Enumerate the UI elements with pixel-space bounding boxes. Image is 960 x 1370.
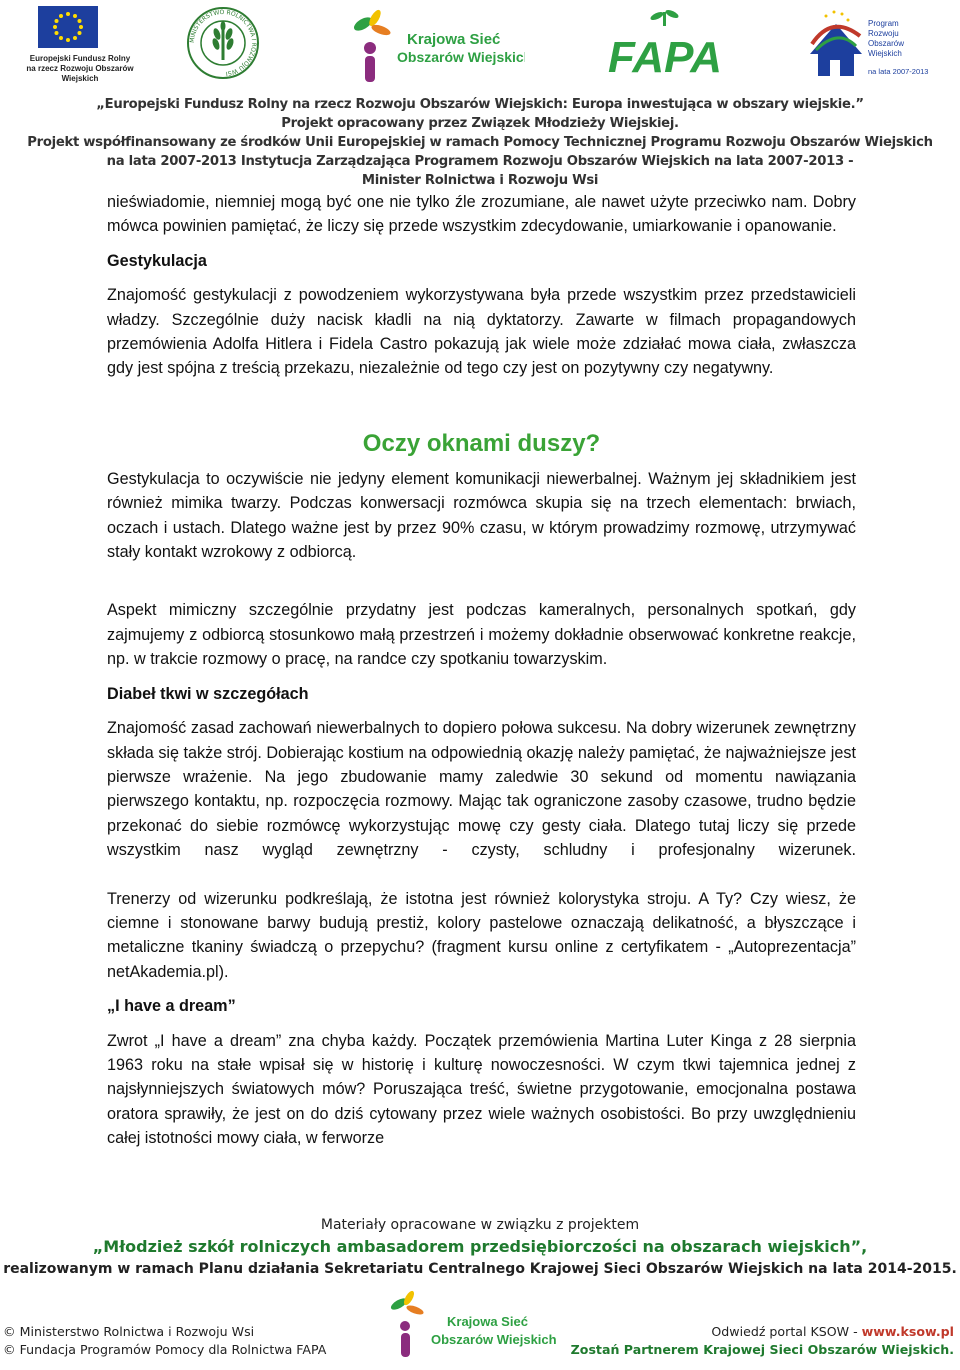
footer-portal-line1 — [571, 1323, 954, 1341]
footer-partner-line: Zostań Partnerem Krajowej Sieci Obszarów Wiejskich. — [570, 1342, 954, 1357]
footer-line1: Materiały opracowane w związku z projektem — [320, 1217, 640, 1233]
ksow-logo-line2: Obszarów Wiejskich — [397, 49, 525, 65]
footer-ksow-line2: Obszarów Wiejskich — [431, 1332, 557, 1347]
prow-line5: na lata 2007-2013 — [868, 67, 929, 76]
heading-diabel-tkwi: Diabeł tkwi w szczegółach — [107, 684, 309, 703]
fapa-sprout-icon — [649, 8, 679, 26]
header-line3: Projekt współfinansowany ze środków Unii Europejskiej w ramach Pomocy Technicznej Programu Rozwoju Obszarów Wiejskich — [27, 135, 933, 150]
logo-strip — [0, 0, 960, 92]
ksow-website-link[interactable]: www.ksow.pl — [861, 1324, 954, 1339]
ministry-ring-text: MINISTERSTWO ROLNICTWA I ROZWOJU WSI — [188, 8, 258, 77]
eu-flag-icon — [38, 6, 98, 48]
paragraph-2: Znajomość gestykulacji z powodzeniem wykorzystywana była przede wszystkim przez przedstawicieli władzy. Szczególnie duży nacisk kładli na nią dyktatorzy. Zawarte w filmach propagandowych przemówienia Adolfa Hitlera i Fidela Castro pokazują jak wiele może zdziałać mowa ciała, zwłaszcza gdy jest spójna z treścią przekazu, niezależnie od tego czy jest on pozytywny czy negatywny. — [107, 286, 856, 378]
eu-logo-caption-line2: na rzecz Rozwoju Obszarów Wiejskich — [26, 64, 134, 83]
header-line2: Projekt opracowany przez Związek Młodzieży Wiejskiej. — [281, 116, 679, 131]
fapa-logo — [595, 6, 735, 82]
footer-copyright-line2: © Fundacja Programów Pomocy dla Rolnictwa FAPA — [3, 1342, 327, 1357]
eu-logo-caption-line1: Europejski Fundusz Rolny — [29, 54, 131, 63]
paragraph-3: Gestykulacja to oczywiście nie jedyny element komunikacji niewerbalnej. Ważnym jej składnikiem jest również mimika twarzy. Podczas konwersacji rozmówca skupia się na trzech elementach: brwiach, oczach i ustach. Dlatego ważne jest by przez 90% czasu, w którym prowadzimy rozmowę, utrzymywać stały kontakt wzrokowy z odbiorcą. — [107, 469, 856, 562]
footer-ksow-figure-icon — [389, 1290, 424, 1357]
ksow-logo — [345, 4, 525, 86]
heading-i-have-a-dream: „I have a dream” — [107, 997, 236, 1016]
header-line5: Minister Rolnictwa i Rozwoju Wsi — [361, 173, 599, 188]
paragraph-1: nieświadomie, niemniej mogą być one nie tylko źle zrozumiane, ale nawet użyte przeciwko nam. Dobry mówca powinien pamiętać, że liczy się przede wszystkim zdecydowanie, umiarkowanie i opanowanie. — [107, 193, 856, 236]
footer-copyright-line1: © Ministerstwo Rolnictwa i Rozwoju Wsi — [3, 1324, 255, 1339]
header-line1: „Europejski Fundusz Rolny na rzecz Rozwoju Obszarów Wiejskich: Europa inwestująca w obszary wiejskie.” — [96, 97, 864, 112]
prow-logo — [806, 4, 956, 84]
footer-ksow-logo — [383, 1290, 583, 1362]
prow-line2: Rozwoju — [868, 29, 899, 38]
document-body — [107, 190, 856, 1151]
footer-line2: „Młodzież szkół rolniczych ambasadorem przedsiębiorczości na obszarach wiejskich”, — [92, 1237, 868, 1256]
paragraph-4: Aspekt mimiczny szczególnie przydatny jest podczas kameralnych, personalnych spotkań, gdy zajmujemy z odbiorcą stosunkowo małą przestrzeń i możemy dokładnie obserwować konkretne reakcje, np. w trakcie rozmowy o pracę, na randce czy spotkaniu towarzyskim. — [107, 601, 856, 669]
footer-ksow-line1: Krajowa Sieć — [447, 1314, 528, 1329]
prow-line1: Program — [868, 19, 899, 28]
prow-line4: Wiejskich — [868, 49, 902, 58]
ksow-figure-icon — [352, 8, 392, 82]
prow-house-icon — [810, 11, 862, 77]
ksow-logo-line1: Krajowa Sieć — [407, 31, 501, 48]
paragraph-7: Zwrot „I have a dream” zna chyba każdy. Początek przemówienia Martina Luter Kinga z 28 sierpnia 1963 roku na stałe wpisał się w historię i kulturę nowoczesności. W czym tkwi tajemnica jednej z najsłynniejszych światowych mów? Poruszająca treść, świetne przygotowanie, emocjonalna postawa oratora sprawiły, że jest on do dziś cytowany przez wiele ważnych osobistości. Bo przy uwzględnieniu całej istotności mowy ciała, w ferworze — [107, 1031, 856, 1148]
header-line4: na lata 2007-2013 Instytucja Zarządzająca Programem Rozwoju Obszarów Wiejskich na lata 2007-2013 - — [106, 154, 854, 169]
prow-line3: Obszarów — [868, 39, 905, 48]
eu-agricultural-fund-logo — [10, 6, 140, 84]
project-footer — [0, 1214, 960, 1280]
footer-line3: realizowanym w ramach Planu działania Sekretariatu Centralnego Krajowej Sieci Obszarów Wiejskich na lata 2014-2015. — [3, 1261, 957, 1277]
ministry-seal-logo — [186, 6, 260, 80]
footer-copyright — [3, 1323, 326, 1359]
project-header — [20, 95, 940, 190]
heading-oczy-oknami-duszy: Oczy oknami duszy? — [362, 429, 601, 457]
heading-gestykulacja: Gestykulacja — [107, 251, 207, 270]
paragraph-6: Trenerzy od wizerunku podkreślają, że istotna jest również kolorystyka stroju. A Ty? Czy wiesz, że ciemne i stonowane barwy budują prestiż, kolory pastelowe oznaczają delikatność, a błyszczące i metaliczne tkaniny świadczą o przepychu? (fragment kursu online z certyfikatem - „Autoprezentacja” netAkademia.pl). — [107, 889, 856, 981]
paragraph-5: Znajomość zasad zachowań niewerbalnych to dopiero połowa sukcesu. Na dobry wizerunek zewnętrzny składa się także strój. Dobierając kostium na odpowiednią okazję należy pamiętać, że najważniejsze jest pierwsze wrażenie. Na jego zbudowanie mamy zaledwie 30 sekund od momentu nawiązania pierwszego kontaktu, np. rozpoczęcia rozmowy. Mając tak ograniczone zasoby czasowe, trudno będzie przekonać do siebie rozmówcę wykorzystując mowę czy gesty ciała. Dlatego tutaj liczy się przede wszystkim nasz wygląd zewnętrzny - czysty, schludny i profesjonalny wizerunek. — [107, 719, 856, 860]
footer-portal-info — [571, 1323, 954, 1359]
fapa-logo-text: FAPA — [607, 33, 723, 82]
eu-logo-caption — [10, 54, 150, 84]
footer-portal-text: Odwiedź portal KSOW - — [711, 1324, 862, 1339]
